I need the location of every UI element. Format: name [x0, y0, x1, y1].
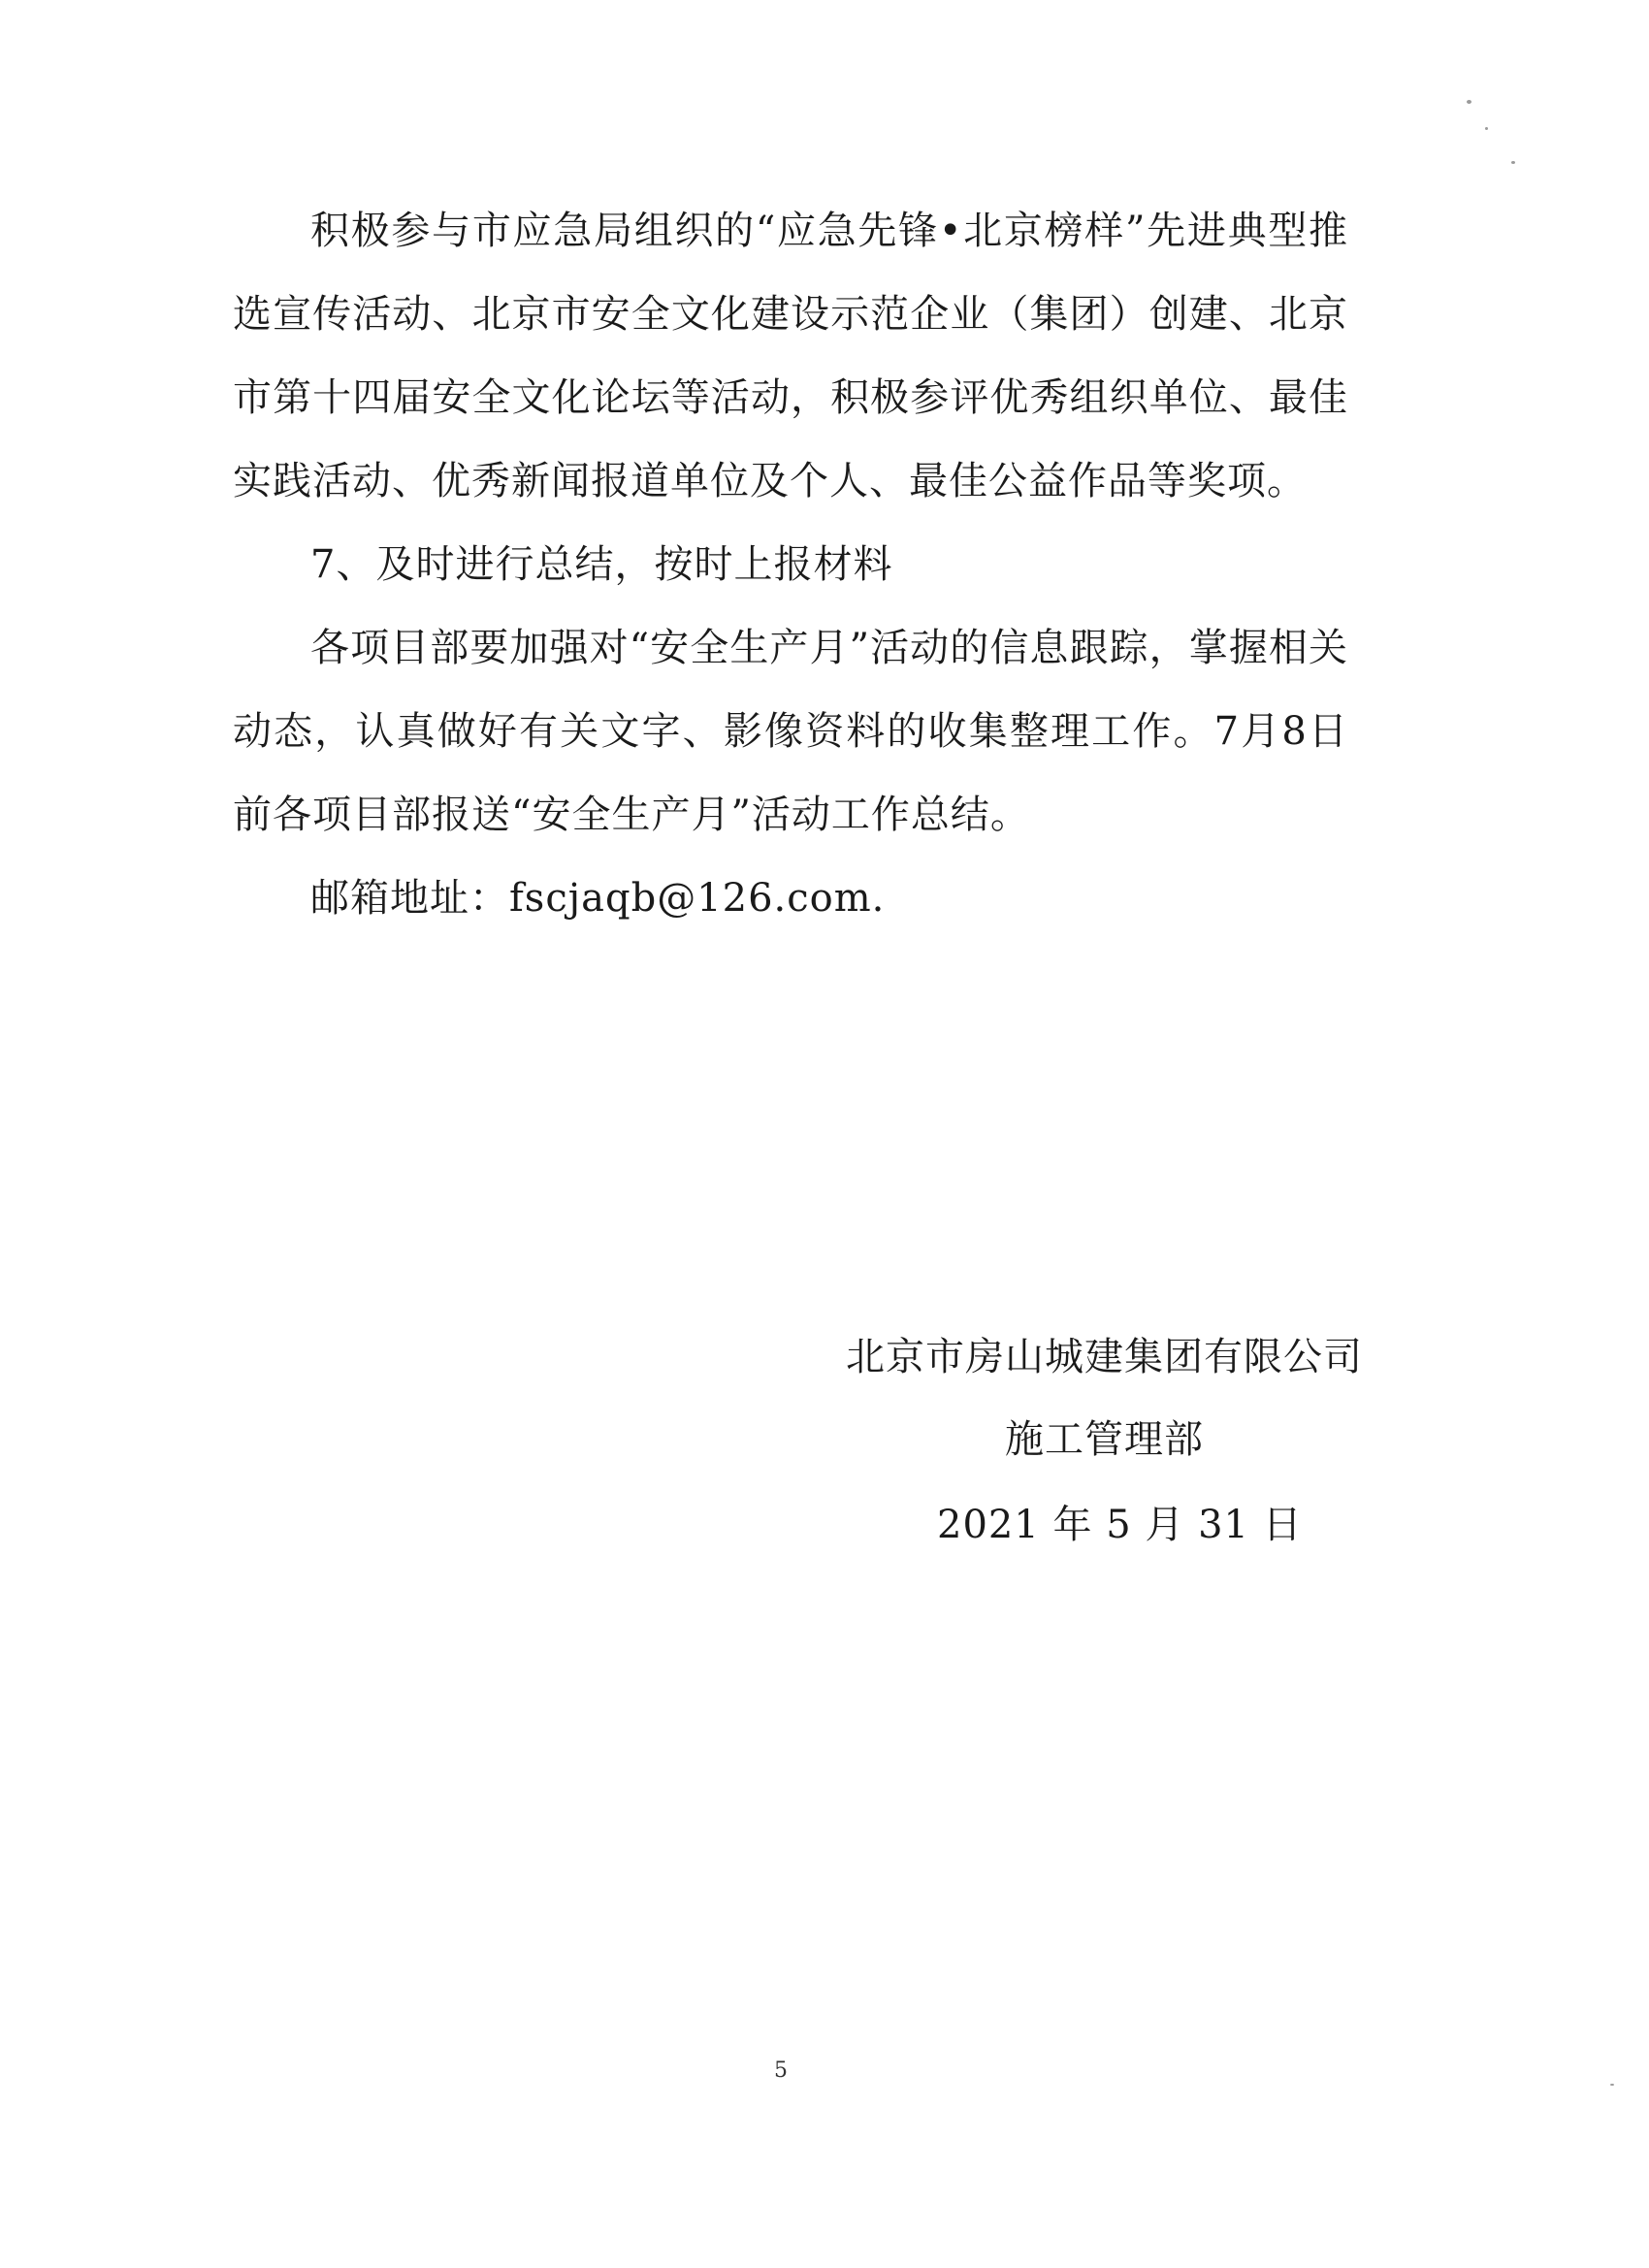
scan-speck [1610, 2084, 1614, 2086]
signature-department: 施工管理部 [1005, 1417, 1204, 1462]
scan-speck [1467, 100, 1471, 104]
scan-speck [1485, 127, 1488, 130]
paragraph-heading-summary: 7、及时进行总结，按时上报材料 [310, 542, 893, 587]
scan-speck [1511, 161, 1515, 164]
body-text [233, 189, 1348, 940]
page-number: 5 [774, 2058, 788, 2083]
paragraph-activities: 积极参与市应急局组织的“应急先锋•北京榜样”先进典型推选宣传活动、北京市安全文化建设示范企业（集团）创建、北京市第十四届安全文化论坛等活动，积极参评优秀组织单位、最佳实践活动、优秀新闻报道单位及个人、最佳公益作品等奖项。 [233, 209, 1348, 503]
signature-date: 2021 年 5 月 31 日 [937, 1503, 1303, 1547]
signature-company: 北京市房山城建集团有限公司 [846, 1335, 1363, 1379]
paragraph-email: 邮箱地址：fscjaqb@126.com. [310, 876, 886, 921]
paragraph-reporting: 各项目部要加强对“安全生产月”活动的信息跟踪，掌握相关动态，认真做好有关文字、影像资料的收集整理工作。7月8日前各项目部报送“安全生产月”活动工作总结。 [233, 626, 1348, 837]
